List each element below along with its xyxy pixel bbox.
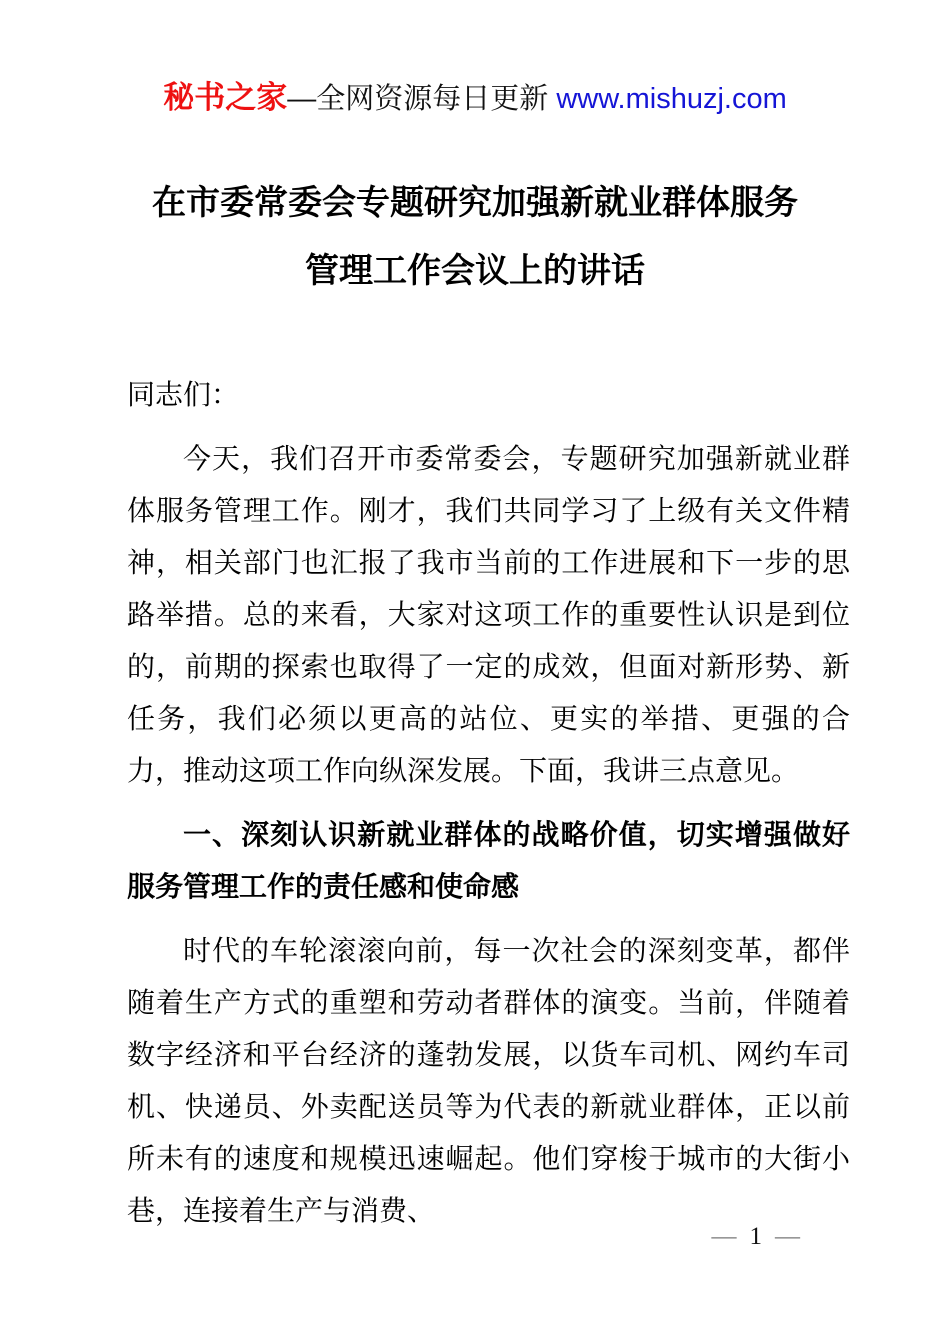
page-number-dash-left: —: [711, 1223, 737, 1250]
header-tagline: —全网资源每日更新: [287, 83, 557, 115]
title-line-2: 管理工作会议上的讲话: [305, 252, 645, 290]
site-name: 秘书之家: [163, 80, 288, 115]
page-number-value: 1: [749, 1223, 762, 1250]
section-heading-1: 一、深刻认识新就业群体的战略价值，切实增强做好服务管理工作的责任感和使命感: [127, 819, 850, 902]
title-line-1: 在市委常委会专题研究加强新就业群体服务: [152, 184, 798, 222]
document-title: [0, 169, 950, 305]
page-header: [0, 78, 950, 119]
page-number: [712, 1222, 801, 1252]
paragraph-2: 时代的车轮滚滚向前，每一次社会的深刻变革，都伴随着生产方式的重塑和劳动者群体的演变。当前，伴随着数字经济和平台经济的蓬勃发展，以货车司机、网约车司机、快递员、外卖配送员等为代表的新就业群体，正以前所未有的速度和规模迅速崛起。他们穿梭于城市的大街小巷，连接着生产与消费、: [127, 935, 850, 1226]
page-number-dash-right: —: [775, 1223, 800, 1250]
paragraph-1: 今天，我们召开市委常委会，专题研究加强新就业群体服务管理工作。刚才，我们共同学习了上级有关文件精神，相关部门也汇报了我市当前的工作进展和下一步的思路举措。总的来看，大家对这项工作的重要性认识是到位的，前期的探索也取得了一定的成效，但面对新形势、新任务，我们必须以更高的站位、更实的举措、更强的合力，推动这项工作向纵深发展。下面，我讲三点意见。: [127, 443, 850, 786]
site-url-link[interactable]: www.mishuzj.com: [556, 83, 787, 115]
salutation: 同志们：: [127, 379, 240, 410]
document-body: [0, 369, 950, 1237]
